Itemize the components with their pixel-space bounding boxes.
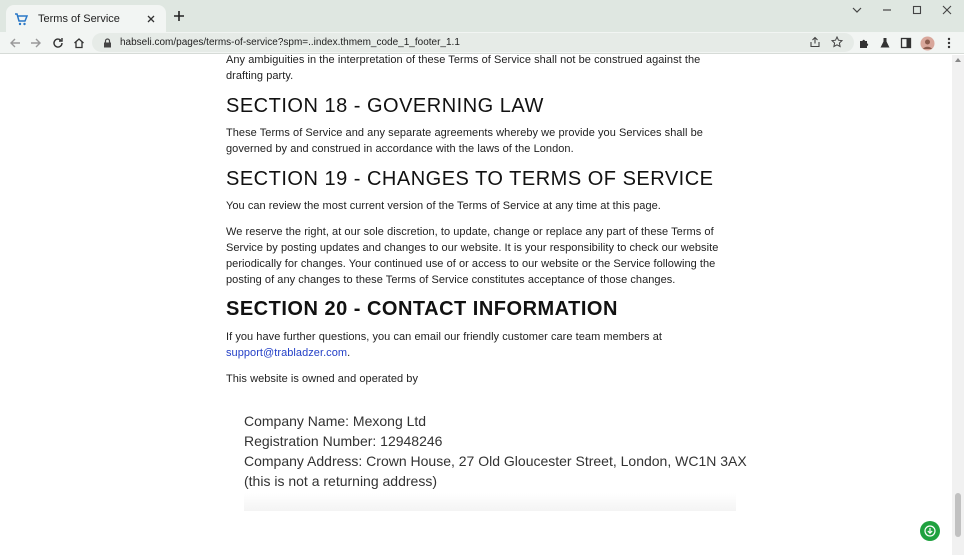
lock-icon[interactable]: [102, 38, 112, 48]
close-icon[interactable]: [144, 12, 158, 26]
share-icon[interactable]: [808, 35, 822, 49]
tab-title: Terms of Service: [38, 12, 120, 25]
side-panel-icon[interactable]: [898, 35, 914, 51]
tab-bar: [0, 0, 964, 32]
download-icon: [924, 525, 936, 537]
section-20-heading: SECTION 20 - CONTACT INFORMATION: [226, 298, 618, 320]
url-text: habseli.com/pages/terms-of-service?spm=..index.thmem_code_1_footer_1.1: [120, 37, 460, 48]
new-tab-icon[interactable]: [171, 8, 187, 24]
browser-toolbar: [0, 32, 964, 54]
reload-icon[interactable]: [50, 35, 66, 51]
company-name: Company Name: Mexong Ltd: [244, 413, 427, 429]
forward-icon[interactable]: [28, 35, 44, 51]
company-address: Company Address: Crown House, 27 Old Gloucester Street, London, WC1N 3AX: [244, 453, 747, 469]
support-email-link[interactable]: support@trabladzer.com: [226, 347, 348, 359]
registration-number: Registration Number: 12948246: [244, 433, 443, 449]
extensions-icon[interactable]: [856, 35, 872, 51]
back-icon[interactable]: [7, 35, 23, 51]
scrollbar-thumb[interactable]: [955, 493, 961, 537]
email-suffix: .: [347, 347, 351, 359]
close-window-icon[interactable]: [932, 2, 962, 18]
section-20-body: [226, 329, 731, 361]
chevron-down-icon[interactable]: [842, 2, 872, 18]
scroll-up-icon[interactable]: [952, 57, 964, 67]
avatar[interactable]: [919, 35, 935, 51]
intro-tail-text: [226, 55, 731, 84]
tab-terms[interactable]: [6, 5, 166, 32]
flask-icon[interactable]: [877, 35, 893, 51]
address-bar[interactable]: [92, 33, 854, 52]
more-menu-icon[interactable]: [941, 35, 957, 51]
ambiguities-paragraph: Any ambiguities in the interpretation of these Terms of Service shall not be construed against the drafting party.: [226, 55, 701, 82]
bookmark-star-icon[interactable]: [830, 35, 844, 49]
review-terms-paragraph: You can review the most current version of the Terms of Service at any time at this page.: [226, 200, 661, 212]
reserve-right-paragraph: We reserve the right, at our sole discretion, to update, change or replace any part of these Terms of Service by posting updates and changes to our website. It is your responsibility to check our website periodically for changes. Your continued use of or access to our website or the Service following the posting of any changes to these Terms of Service constitutes acceptance of those changes.: [226, 226, 719, 286]
section-19-body-1: [226, 198, 731, 214]
minimize-icon[interactable]: [872, 2, 902, 18]
company-info-image: [244, 411, 747, 511]
owned-by-text: This website is owned and operated by: [226, 373, 419, 385]
home-icon[interactable]: [71, 35, 87, 51]
owned-by: [226, 371, 731, 387]
section-20: [226, 298, 731, 321]
section-18-heading: SECTION 18 - GOVERNING LAW: [226, 95, 544, 117]
contact-paragraph: [226, 329, 731, 361]
governing-law-paragraph: These Terms of Service and any separate agreements whereby we provide you Services shall be governed by and construed in accordance with the laws of the London.: [226, 127, 703, 155]
page-viewport: [0, 55, 952, 555]
maximize-icon[interactable]: [902, 2, 932, 18]
section-18: [226, 95, 731, 118]
contact-text: If you have further questions, you can email our friendly customer care team members at: [226, 331, 662, 343]
vertical-scrollbar[interactable]: [952, 55, 964, 555]
cart-icon: [14, 12, 28, 26]
chat-widget-button[interactable]: [920, 521, 940, 541]
not-returning-address-note: (this is not a returning address): [244, 473, 437, 489]
section-19-heading: SECTION 19 - CHANGES TO TERMS OF SERVICE: [226, 168, 714, 190]
section-19-body-2: [226, 224, 731, 288]
section-19: [226, 168, 731, 191]
section-18-body: [226, 125, 731, 157]
